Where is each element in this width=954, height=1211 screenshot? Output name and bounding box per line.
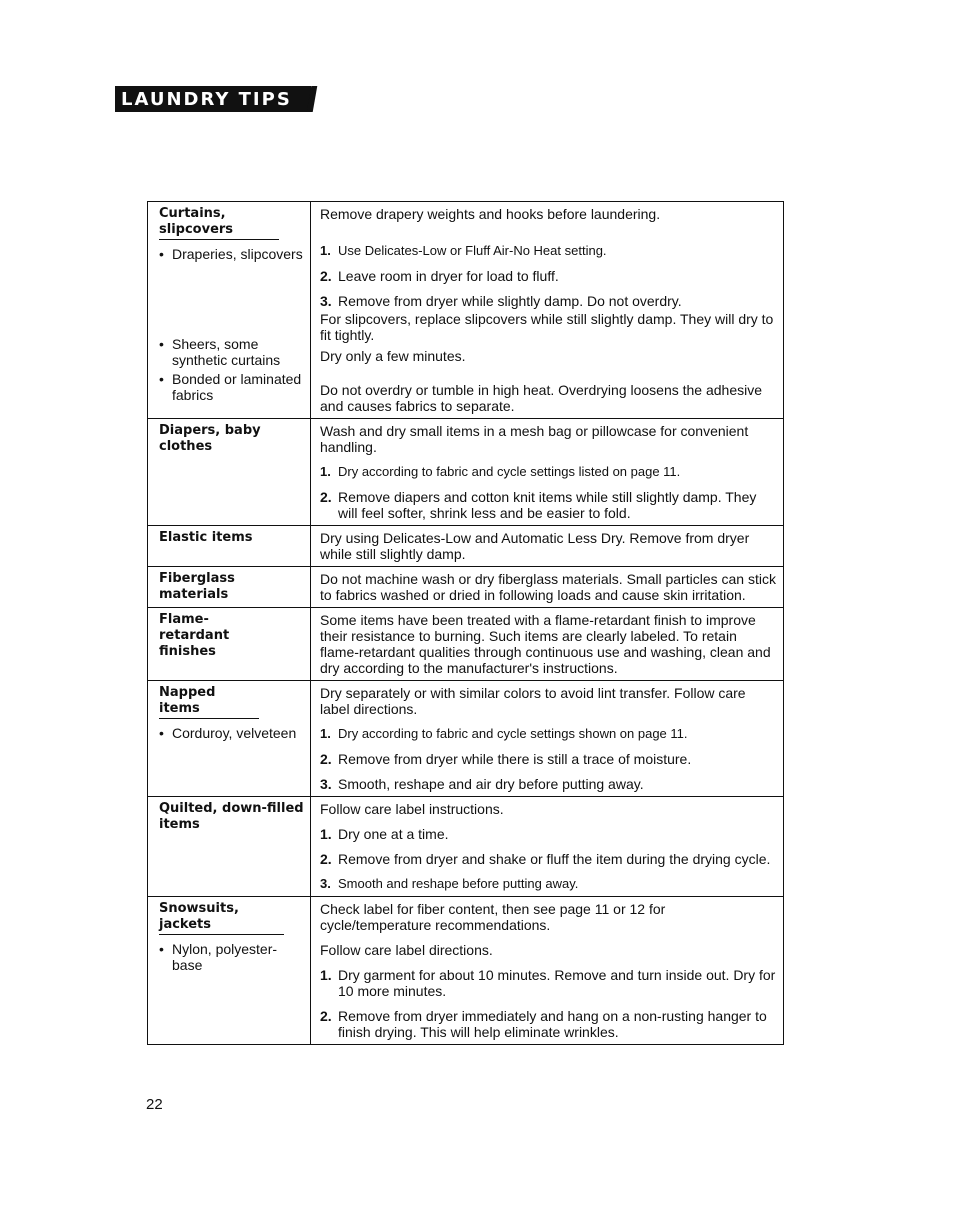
instruction-text: Dry only a few minutes. — [320, 348, 466, 364]
category-cell — [148, 419, 311, 526]
table-row-quilted — [148, 797, 784, 897]
step-text: Remove from dryer while slightly damp. Do not overdry. — [338, 293, 682, 309]
instruction-step — [320, 826, 777, 842]
instruction-text: Check label for fiber content, then see page 11 or 12 for cycle/temperature recommendations. — [320, 901, 666, 933]
category-label: Diapers, baby clothes — [159, 423, 261, 454]
step-text: Remove diapers and cotton knit items while still slightly damp. They will feel softer, shrink less and be easier to fold. — [338, 489, 757, 521]
step-number: 3. — [320, 776, 332, 792]
instruction-cell — [311, 897, 784, 1045]
step-text: Remove from dryer and shake or fluff the item during the drying cycle. — [338, 851, 771, 867]
step-text: Dry according to fabric and cycle settings shown on page 11. — [338, 726, 688, 741]
instruction-step — [320, 243, 777, 259]
step-text: Smooth, reshape and air dry before putting away. — [338, 776, 644, 792]
step-text: Leave room in dryer for load to fluff. — [338, 268, 559, 284]
instruction-step — [320, 1008, 777, 1040]
category-cell — [148, 681, 311, 797]
subcategory-label: • Nylon, polyester-base — [159, 941, 304, 973]
instruction-step — [320, 776, 777, 792]
instruction-text: Remove drapery weights and hooks before laundering. — [320, 206, 661, 222]
instruction-text: Do not machine wash or dry fiberglass materials. Small particles can stick to fabrics washed or dried in following loads and cause skin irritation. — [320, 571, 776, 603]
instruction-cell — [311, 419, 784, 526]
instruction-cell — [311, 526, 784, 567]
instruction-text: For slipcovers, replace slipcovers while still slightly damp. They will dry to fit tightly. — [320, 311, 774, 343]
table-row-napped — [148, 681, 784, 797]
category-cell — [148, 526, 311, 567]
step-number: 1. — [320, 826, 332, 842]
category-label: Elastic items — [159, 530, 253, 545]
page-number: 22 — [146, 1096, 163, 1113]
category-label: Snowsuits, jackets — [159, 901, 284, 935]
subcategory-label: • Sheers, some synthetic curtains — [159, 336, 304, 368]
step-text: Dry according to fabric and cycle settings listed on page 11. — [338, 464, 681, 479]
section-header — [115, 86, 311, 112]
instruction-text: Dry separately or with similar colors to avoid lint transfer. Follow care label directions. — [320, 685, 746, 717]
table-row-snowsuits — [148, 897, 784, 1045]
step-number: 2. — [320, 268, 332, 284]
section-title: LAUNDRY TIPS — [121, 89, 292, 110]
instruction-step — [320, 851, 777, 867]
table-row-flame-retardant — [148, 608, 784, 681]
instruction-step — [320, 751, 777, 767]
instruction-text: Dry using Delicates-Low and Automatic Less Dry. Remove from dryer while still slightly damp. — [320, 530, 750, 562]
instruction-cell — [311, 608, 784, 681]
instruction-cell — [311, 681, 784, 797]
instruction-cell — [311, 202, 784, 419]
category-cell — [148, 797, 311, 897]
category-label: Curtains, slipcovers — [159, 206, 279, 240]
table-row-diapers — [148, 419, 784, 526]
step-text: Dry one at a time. — [338, 826, 449, 842]
step-number: 3. — [320, 293, 332, 309]
category-label: Fiberglass materials — [159, 571, 235, 602]
instruction-step — [320, 489, 777, 521]
instruction-text: Do not overdry or tumble in high heat. Overdrying loosens the adhesive and causes fabrics to separate. — [320, 382, 763, 414]
step-number: 2. — [320, 751, 332, 767]
subcategory-label: • Corduroy, velveteen — [159, 725, 304, 741]
category-cell — [148, 608, 311, 681]
step-number: 1. — [320, 967, 332, 983]
instruction-text: Follow care label instructions. — [320, 801, 504, 817]
category-cell — [148, 202, 311, 419]
instruction-step — [320, 293, 777, 309]
instruction-step — [320, 967, 777, 999]
header-notch-decoration — [307, 86, 318, 112]
category-label: Flame-retardant finishes — [159, 612, 230, 659]
subcategory-label: • Draperies, slipcovers — [159, 246, 304, 336]
step-text: Smooth and reshape before putting away. — [338, 876, 579, 891]
step-text: Remove from dryer immediately and hang on a non-rusting hanger to finish drying. This will help eliminate wrinkles. — [338, 1008, 767, 1040]
step-text: Use Delicates-Low or Fluff Air-No Heat setting. — [338, 243, 607, 258]
step-number: 3. — [320, 876, 331, 891]
step-number: 1. — [320, 464, 331, 479]
subcategory-label: • Bonded or laminated fabrics — [159, 371, 304, 403]
instruction-text: Some items have been treated with a flame-retardant finish to improve their resistance to burning. Such items are clearly labeled. To retain flame-retardant qualities through continuous use and washing, clean and dry according to the manufacturer's instructions. — [320, 612, 771, 676]
category-cell — [148, 567, 311, 608]
instruction-step — [320, 876, 777, 892]
step-number: 2. — [320, 489, 332, 505]
instruction-cell — [311, 797, 784, 897]
instruction-cell — [311, 567, 784, 608]
table-row-elastic — [148, 526, 784, 567]
step-number: 2. — [320, 851, 332, 867]
category-cell — [148, 897, 311, 1045]
category-label: Quilted, down-filled items — [159, 801, 304, 832]
instruction-step — [320, 268, 777, 284]
category-label: Napped items — [159, 685, 259, 719]
instruction-step — [320, 464, 777, 480]
step-text: Dry garment for about 10 minutes. Remove and turn inside out. Dry for 10 more minutes. — [338, 967, 776, 999]
step-number: 1. — [320, 243, 331, 258]
step-text: Remove from dryer while there is still a trace of moisture. — [338, 751, 692, 767]
step-number: 2. — [320, 1008, 332, 1024]
instruction-text: Wash and dry small items in a mesh bag or pillowcase for convenient handling. — [320, 423, 749, 455]
table-row-curtains — [148, 202, 784, 419]
step-number: 1. — [320, 726, 331, 741]
table-row-fiberglass — [148, 567, 784, 608]
laundry-tips-table — [147, 201, 784, 1045]
instruction-step — [320, 726, 777, 742]
instruction-text: Follow care label directions. — [320, 942, 493, 958]
